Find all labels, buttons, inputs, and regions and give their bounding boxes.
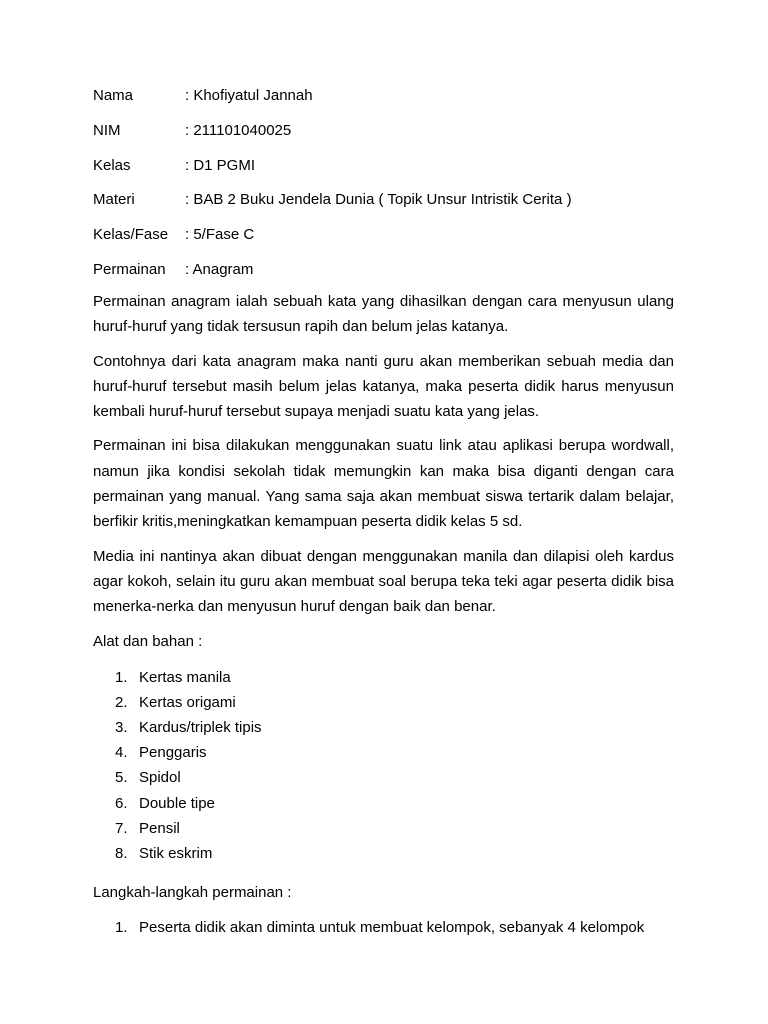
paragraph: Media ini nantinya akan dibuat dengan menggunakan manila dan dilapisi oleh kardus agar kokoh, selain itu guru akan membuat soal berupa teka teki agar peserta didik bisa menerka-nerka dan menyusun huruf dengan baik dan benar.: [93, 547, 674, 616]
list-item: [93, 816, 674, 841]
list-number: 2.: [115, 693, 128, 711]
field-materi: [93, 189, 674, 211]
field-value: : 211101040025: [185, 121, 292, 139]
steps-list: [93, 915, 674, 940]
field-label: Nama: [93, 87, 134, 104]
list-item: [93, 765, 674, 790]
field-value: : 5/Fase C: [185, 226, 255, 244]
list-item: [93, 915, 674, 940]
list-number: 6.: [115, 794, 128, 812]
paragraph: Contohnya dari kata anagram maka nanti guru akan memberikan sebuah media dan huruf-huruf tersebut masih belum jelas katanya, maka peserta didik harus menyusun kembali huruf-huruf tersebut supaya menjadi suatu kata yang jelas.: [93, 352, 674, 421]
list-text: Stik eskrim: [139, 844, 213, 862]
list-text: Kertas manila: [139, 668, 231, 686]
paragraph: Permainan anagram ialah sebuah kata yang dihasilkan dengan cara menyusun ulang huruf-huruf yang tidak tersusun rapih dan belum jelas katanya.: [93, 292, 674, 336]
list-number: 7.: [115, 819, 128, 837]
list-number: 1.: [115, 919, 128, 937]
field-value: : Khofiyatul Jannah: [185, 87, 313, 104]
list-item: [93, 841, 674, 866]
list-number: 4.: [115, 744, 128, 762]
list-number: 1.: [115, 668, 128, 686]
field-label: Materi: [93, 191, 135, 209]
field-permainan: [93, 259, 674, 281]
field-label: Kelas/Fase: [93, 226, 169, 244]
list-text: Kertas origami: [139, 693, 236, 711]
list-item: [93, 791, 674, 816]
tools-list: [93, 665, 674, 867]
field-label: NIM: [93, 121, 121, 139]
field-value: : Anagram: [185, 260, 254, 278]
list-number: 8.: [115, 844, 128, 862]
list-text: Double tipe: [139, 794, 215, 812]
list-item: [93, 690, 674, 715]
list-number: 5.: [115, 769, 128, 787]
list-text: Spidol: [139, 769, 181, 787]
document-body: [93, 85, 674, 950]
field-kelas-fase: [93, 224, 674, 246]
field-value: : D1 PGMI: [185, 156, 256, 174]
list-item: [93, 665, 674, 690]
steps-heading: Langkah-langkah permainan :: [93, 884, 292, 902]
field-label: Permainan: [93, 260, 166, 278]
list-text: Kardus/triplek tipis: [139, 718, 262, 736]
field-value: : BAB 2 Buku Jendela Dunia ( Topik Unsur Intristik Cerita ): [185, 191, 572, 209]
list-text: Pensil: [139, 819, 180, 837]
list-item: [93, 740, 674, 765]
field-label: Kelas: [93, 156, 131, 174]
field-nim: [93, 120, 674, 142]
list-item: [93, 715, 674, 740]
tools-heading: Alat dan bahan :: [93, 632, 203, 650]
list-text: Penggaris: [139, 744, 207, 762]
field-nama: [93, 85, 674, 107]
paragraph: Permainan ini bisa dilakukan menggunakan suatu link atau aplikasi berupa wordwall, namun jika kondisi sekolah tidak memungkin kan maka bisa diganti dengan cara permainan yang manual. Yang sama saja akan membuat siswa tertarik dalam belajar, berfikir kritis,meningkatkan kemampuan peserta didik kelas 5 sd.: [93, 437, 674, 531]
list-number: 3.: [115, 718, 128, 736]
list-text: Peserta didik akan diminta untuk membuat kelompok, sebanyak 4 kelompok: [139, 919, 645, 937]
field-kelas: [93, 155, 674, 177]
